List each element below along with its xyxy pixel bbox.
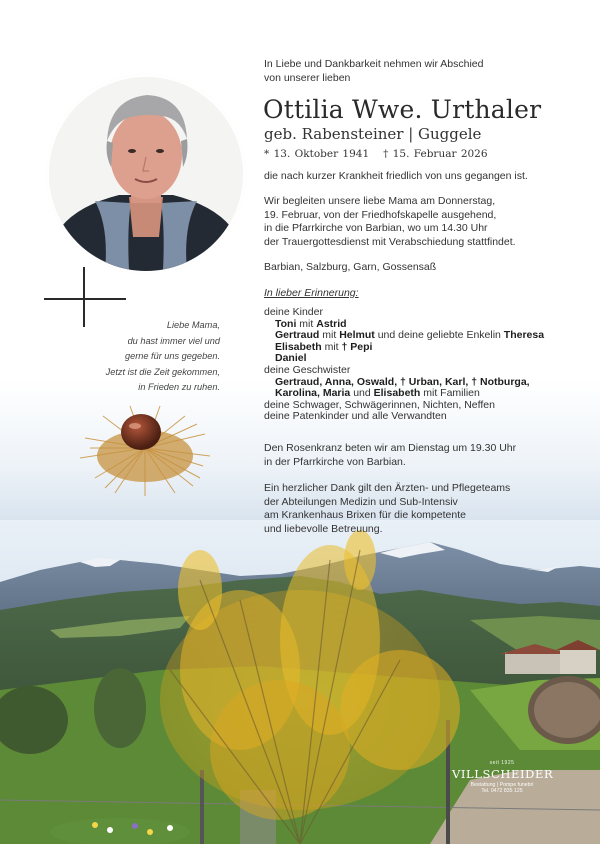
thanks-line: am Krankenhaus Brixen für die kompetente — [264, 509, 466, 521]
thanks-text — [264, 482, 510, 536]
poem-line: du hast immer viel und — [127, 335, 220, 346]
places: Barbian, Salzburg, Garn, Gossensaß — [264, 261, 437, 273]
poem-line: Liebe Mama, — [166, 320, 220, 330]
thanks-line: der Abteilungen Medizin und Sub-Intensiv — [264, 495, 458, 508]
family-list — [264, 307, 544, 423]
portrait-photo — [49, 77, 243, 271]
chestnut-image — [75, 398, 215, 498]
intro-text — [264, 58, 483, 85]
children-label: deine Kinder — [264, 306, 323, 318]
family-line: Gertraud, Anna, Oswald, † Urban, Karl, † Notburga, — [275, 375, 530, 388]
rosary-line: in der Pfarrkirche von Barbian. — [264, 455, 406, 468]
logo-brand: VILLSCHEIDER — [452, 767, 554, 781]
procession-line: 19. Februar, von der Friedhofskapelle ausgehend, — [264, 208, 497, 221]
life-dates — [264, 148, 488, 160]
inlaws-line: deine Schwager, Schwägerinnen, Nichten, Neffen — [264, 398, 495, 411]
procession-line: der Trauergottesdienst mit Verabschiedung stattfindet. — [264, 235, 516, 248]
poem-line: Jetzt ist die Zeit gekommen, — [105, 366, 220, 377]
birth-date: * 13. Oktober 1941 — [264, 148, 370, 160]
procession-line: Wir begleiten unsere liebe Mama am Donnerstag, — [264, 195, 496, 207]
cross-bar — [44, 298, 126, 300]
deceased-name: Ottilia Wwe. Urthaler — [263, 95, 542, 124]
poem-line: gerne für uns gegeben. — [124, 351, 220, 361]
death-date: † 15. Februar 2026 — [383, 148, 488, 160]
family-line: Toni mit Astrid — [275, 317, 347, 330]
thanks-line: und liebevolle Betreuung. — [264, 522, 383, 535]
memory-heading: In lieber Erinnerung: — [264, 287, 359, 299]
family-line: Elisabeth mit † Pepi — [275, 340, 373, 353]
intro-line: von unserer lieben — [264, 71, 351, 84]
poem — [70, 318, 220, 396]
thanks-line: Ein herzlicher Dank gilt den Ärzten- und Pflegeteams — [264, 482, 511, 494]
landscape-photo — [0, 520, 600, 844]
procession-text — [264, 195, 516, 249]
logo-since: seit 1925 — [489, 760, 515, 766]
siblings-label: deine Geschwister — [264, 363, 351, 376]
funeral-home-logo — [452, 760, 552, 794]
godchildren-line: deine Patenkinder und alle Verwandten — [264, 410, 447, 423]
logo-subtitle: Bestattung | Pompe funebri — [470, 782, 534, 788]
poem-line: in Frieden zu ruhen. — [138, 382, 220, 392]
family-line: Gertraud mit Helmut und deine geliebte Enkelin Theresa — [275, 329, 545, 342]
rosary-text — [264, 442, 516, 469]
birth-name: geb. Rabensteiner | Guggele — [264, 125, 482, 143]
procession-line: in die Pfarrkirche von Barbian, wo um 14.30 Uhr — [264, 222, 488, 234]
rosary-line: Den Rosenkranz beten wir am Dienstag um 19.30 Uhr — [264, 442, 517, 454]
logo-phone: Tel. 0472 835 125 — [481, 788, 523, 794]
family-line: Daniel — [275, 352, 307, 365]
intro-line: In Liebe und Dankbarkeit nehmen wir Abschied — [264, 58, 484, 70]
death-line: die nach kurzer Krankheit friedlich von uns gegangen ist. — [264, 170, 528, 182]
family-line: Karolina, Maria und Elisabeth mit Familien — [275, 387, 480, 400]
